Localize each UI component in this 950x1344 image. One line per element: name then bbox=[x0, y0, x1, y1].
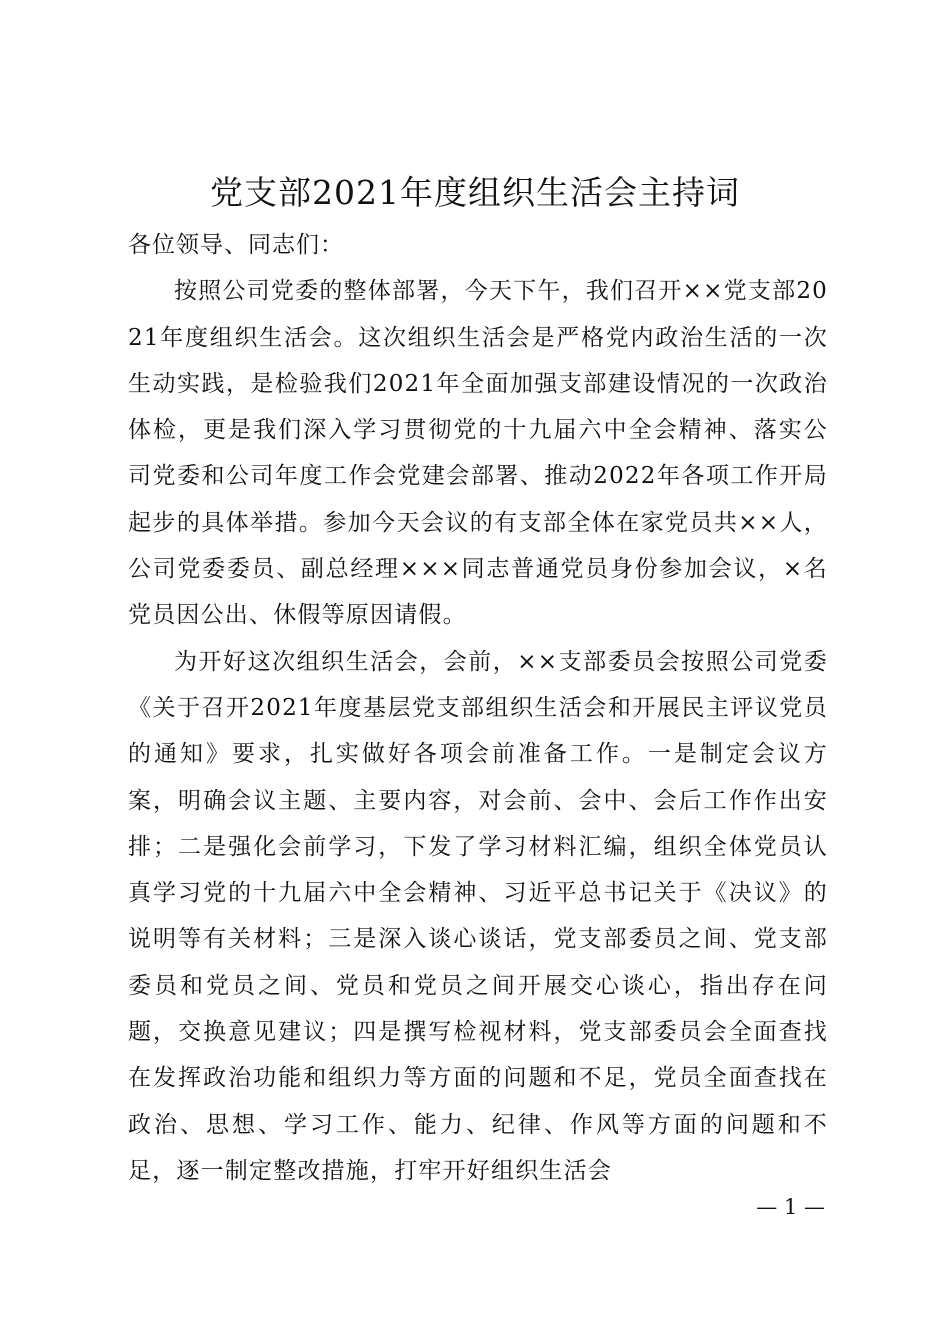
page-number: — 1 — bbox=[756, 1195, 825, 1219]
salutation: 各位领导、同志们： bbox=[128, 232, 344, 258]
paragraph-opening: 按照公司党委的整体部署，今天下午，我们召开××党支部2021年度组织生活会。这次组织生活会是严格党内政治生活的一次生动实践，是检验我们2021年全面加强支部建设情况的一次政治体检，更是我们深入学习贯彻党的十九届六中全会精神、落实公司党委和公司年度工作会党建会部署、推动2022年各项工作开局起步的具体举措。参加今天会议的有支部全体在家党员共××人，公司党委委员、副总经理×××同志普通党员身份参加会议，×名党员因公出、休假等原因请假。 bbox=[128, 278, 828, 629]
document-body bbox=[128, 222, 828, 1194]
paragraph-preparation: 为开好这次组织生活会，会前，××支部委员会按照公司党委《关于召开2021年度基层党支部组织生活会和开展民主评议党员的通知》要求，扎实做好各项会前准备工作。一是制定会议方案，明确会议主题、主要内容，对会前、会中、会后工作作出安排；二是强化会前学习，下发了学习材料汇编，组织全体党员认真学习党的十九届六中全会精神、习近平总书记关于《决议》的说明等有关材料；三是深入谈心谈话，党支部委员之间、党支部委员和党员之间、党员和党员之间开展交心谈心，指出存在问题，交换意见建议；四是撰写检视材料，党支部委员会全面查找在发挥政治功能和组织力等方面的问题和不足，党员全面查找在政治、思想、学习工作、能力、纪律、作风等方面的问题和不足，逐一制定整改措施，打牢开好组织生活会 bbox=[128, 648, 828, 1184]
document-title: 党支部2021年度组织生活会主持词 bbox=[210, 173, 740, 212]
